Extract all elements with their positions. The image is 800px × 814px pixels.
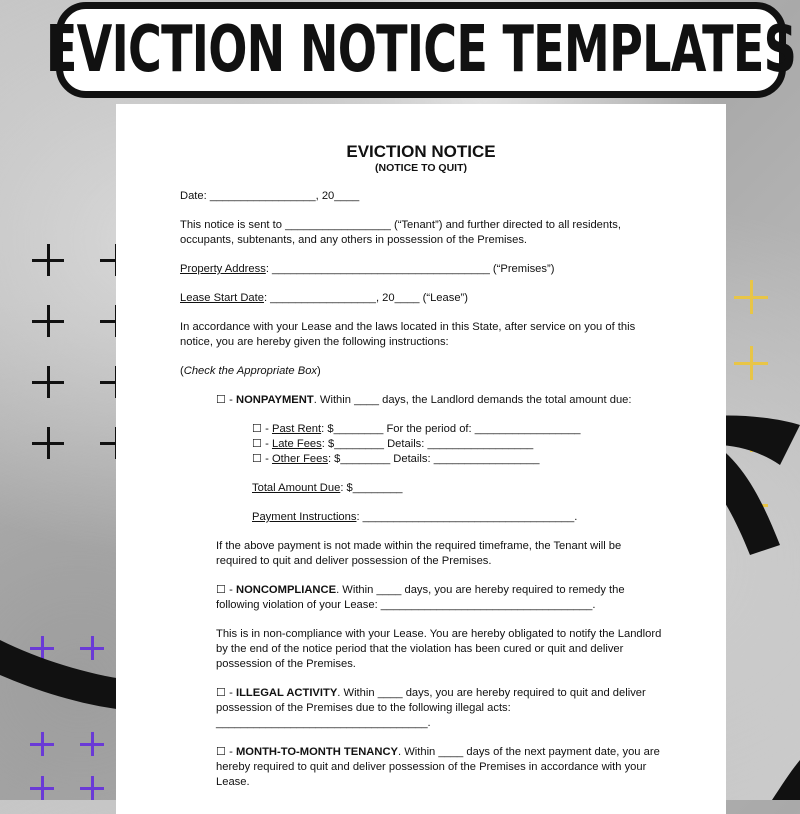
checkbox-glyph: ☐ - xyxy=(252,453,272,465)
payment-instructions-label: Payment Instructions xyxy=(252,511,357,523)
lease-start-blank: : _________________, 20____ (“Lease”) xyxy=(263,292,468,304)
fee-blank: : $________ Details: _________________ xyxy=(327,453,540,465)
accordance-paragraph: In accordance with your Lease and the laws located in this State, after service on you of this notice, you are hereby given the following instructions: xyxy=(180,321,636,348)
nonpayment-text: . Within ____ days, the Landlord demands the total amount due: xyxy=(313,394,632,406)
curved-arrow-icon xyxy=(772,760,800,800)
eviction-notice-document xyxy=(116,104,726,814)
illegal-activity-label: ILLEGAL ACTIVITY xyxy=(235,687,338,699)
property-address-blank: : ___________________________________ (“Premises”) xyxy=(265,263,555,275)
fees-list xyxy=(252,422,662,467)
nonpayment-option xyxy=(216,393,662,408)
above-payment-paragraph: If the above payment is not made within the required timeframe, the Tenant will be required to quit and deliver possession of the Premises. xyxy=(216,540,622,567)
lease-start-line xyxy=(180,291,662,306)
total-amount-blank: : $________ xyxy=(340,482,403,494)
noncompliance-label: NONCOMPLIANCE xyxy=(235,584,337,596)
date-line: Date: _________________, 20____ xyxy=(180,190,360,202)
document-title: EVICTION NOTICE xyxy=(346,142,496,161)
month-to-month-text: . Within ____ days of the next payment date, you are hereby required to quit and deliver possession of the Premises in accordance with your Lease. xyxy=(216,746,660,788)
fee-label: Past Rent xyxy=(271,423,322,435)
fee-item-past-rent xyxy=(252,422,662,437)
plus-icon xyxy=(32,305,64,337)
plus-icon xyxy=(32,427,64,459)
noncompliance-text: . Within ____ days, you are hereby required to remedy the following violation of your Lease: __________________________________. xyxy=(216,584,625,611)
payment-instructions-blank: : __________________________________. xyxy=(356,511,578,523)
total-amount-line xyxy=(252,481,662,496)
fee-item-other-fees xyxy=(252,452,662,467)
checkbox-glyph: ☐ - xyxy=(216,584,236,596)
payment-instructions-line xyxy=(252,510,662,525)
illegal-activity-option xyxy=(216,686,662,731)
fee-label: Other Fees xyxy=(271,453,328,465)
plus-icon xyxy=(32,244,64,276)
title-banner xyxy=(45,2,797,98)
checkbox-glyph: ☐ - xyxy=(216,687,236,699)
plus-icon xyxy=(30,776,54,800)
plus-icon xyxy=(32,366,64,398)
plus-icon xyxy=(80,776,104,800)
nonpayment-label: NONPAYMENT xyxy=(235,394,314,406)
plus-icon xyxy=(734,280,768,314)
paren-open: ( xyxy=(180,365,184,377)
check-box-instruction xyxy=(180,364,662,379)
noncompliance-note: This is in non-compliance with your Lease. You are hereby obligated to notify the Landlord by the end of the notice period that the violation has been cured or quit and deliver possession of the Premises. xyxy=(216,628,662,670)
lease-start-label: Lease Start Date xyxy=(180,292,264,304)
fee-label: Late Fees xyxy=(271,438,322,450)
document-subtitle: (NOTICE TO QUIT) xyxy=(375,162,467,174)
month-to-month-option xyxy=(216,745,662,790)
checkbox-glyph: ☐ - xyxy=(216,394,236,406)
total-amount-label: Total Amount Due xyxy=(252,482,341,494)
month-to-month-label: MONTH-TO-MONTH TENANCY xyxy=(235,746,398,758)
illegal-activity-text: . Within ____ days, you are hereby required to quit and deliver possession of the Premises due to the following illegal acts: __________________________________. xyxy=(216,687,646,729)
banner-title: EVICTION NOTICE TEMPLATES xyxy=(45,13,797,87)
notice-recipient-paragraph: This notice is sent to _________________ (“Tenant”) and further directed to all residents, occupants, subtenants, and any others in possession of the Premises. xyxy=(180,219,621,246)
paren-close: ) xyxy=(317,365,321,377)
property-address-line xyxy=(180,262,662,277)
fee-blank: : $________ Details: _________________ xyxy=(321,438,534,450)
checkbox-glyph: ☐ - xyxy=(216,746,236,758)
check-box-instruction-text: Check the Appropriate Box xyxy=(183,365,318,377)
noncompliance-option xyxy=(216,583,662,613)
fee-blank: : $________ For the period of: _________________ xyxy=(321,423,581,435)
checkbox-glyph: ☐ - xyxy=(252,438,272,450)
checkbox-glyph: ☐ - xyxy=(252,423,272,435)
property-address-label: Property Address xyxy=(180,263,266,275)
fee-item-late-fees xyxy=(252,437,662,452)
plus-icon xyxy=(734,346,768,380)
